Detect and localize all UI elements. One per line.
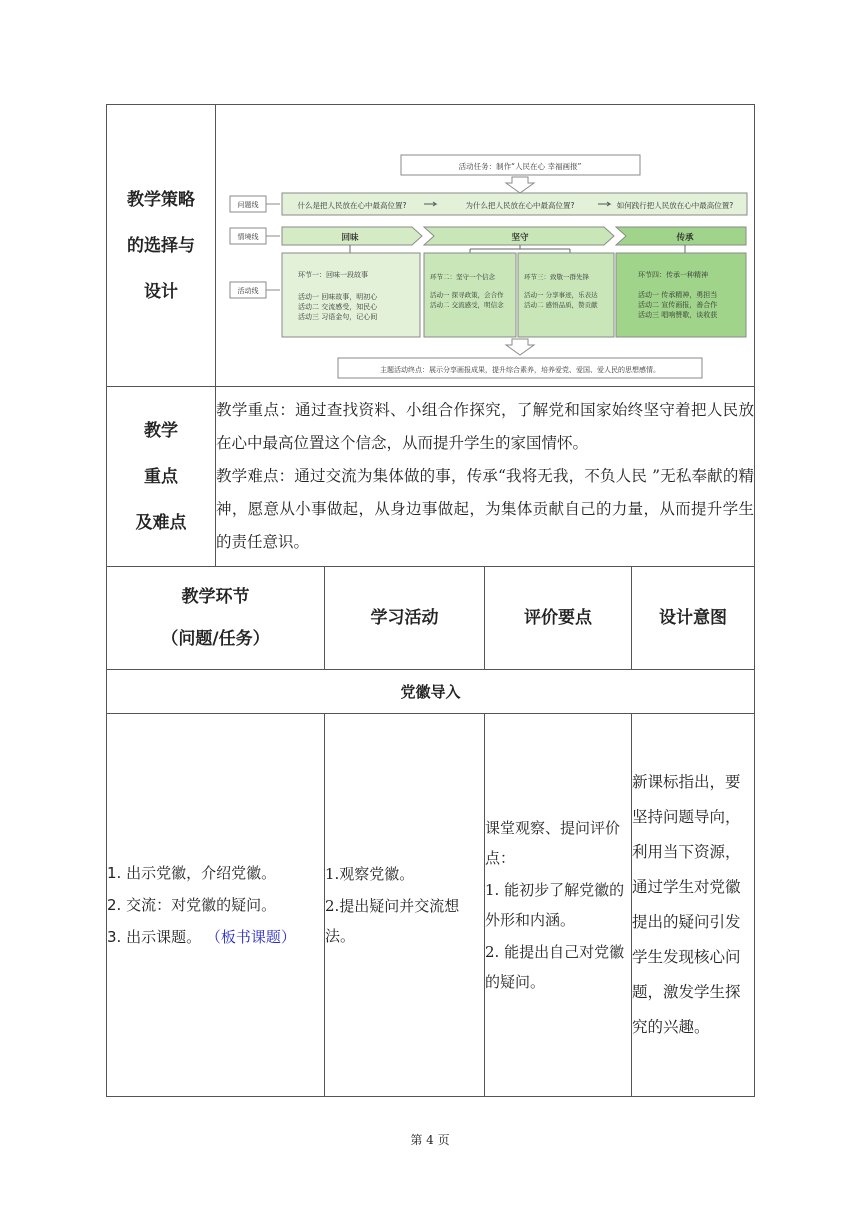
step-number: 1. — [107, 864, 122, 882]
key-points-label-line: 重点 — [144, 466, 178, 487]
evaluation-cell — [485, 714, 632, 1097]
session-connectors — [350, 245, 685, 253]
question-1: 什么是把人民放在心中最高位置? — [297, 200, 407, 210]
key-points-label-line: 及难点 — [135, 512, 187, 533]
key-points-label — [107, 387, 216, 567]
scene-1: 回味 — [341, 232, 359, 243]
lesson-plan-table — [106, 104, 755, 1097]
content-row — [107, 714, 755, 1097]
row-label-question: 问题线 — [237, 200, 259, 209]
step-number: 3. — [107, 928, 122, 946]
row-label-activity: 活动线 — [237, 286, 259, 295]
section-row — [107, 670, 755, 714]
page-number: 第 4 页 — [410, 1133, 450, 1147]
session-1-item: 活动二 交流感受，知民心 — [298, 302, 378, 311]
connector-lines — [266, 204, 280, 290]
scene-3: 传承 — [676, 232, 694, 243]
key-points-label-line: 教学 — [144, 420, 178, 441]
header-row — [107, 567, 755, 670]
strategy-label — [107, 105, 216, 387]
session-2-item: 活动一 探寻政策，会合作 — [430, 290, 504, 299]
activity-item: 2.提出疑问并交流想法。 — [325, 897, 460, 945]
session-4-item: 活动二 宣传画报，善合作 — [638, 300, 718, 309]
step-number: 2. — [107, 896, 122, 914]
evaluation-point: 1. 能初步了解党徽的外形和内涵。 — [485, 881, 625, 929]
board-note: （板书课题） — [205, 928, 296, 946]
key-points-text — [216, 387, 755, 567]
session-3-item: 活动二 感悟品质，赞贡献 — [524, 300, 598, 309]
steps-cell — [107, 714, 325, 1097]
key-points-row — [107, 387, 755, 567]
header-evaluation: 评价要点 — [485, 567, 632, 670]
session-2-title: 环节二：坚守一个信念 — [430, 272, 495, 281]
task-text: 活动任务：制作“人民在心 幸福画报” — [458, 161, 582, 171]
step-item — [107, 890, 324, 920]
row-label-scene: 情境线 — [237, 232, 259, 241]
strategy-label-line: 设计 — [144, 281, 178, 302]
evaluation-point: 2. 能提出自己对党徽的疑问。 — [485, 943, 625, 991]
teaching-difficulty: 教学难点：通过交流为集体做的事，传承“我将无我，不负人民 ”无私奉献的精神，愿意从小事做起，从身边事做起，为集体贡献自己的力量，从而提升学生的责任意识。 — [216, 467, 754, 551]
scene-2: 坚守 — [511, 232, 529, 243]
intent-cell: 新课标指出，要坚持问题导向，利用当下资源，通过学生对党徽提出的疑问引发学生发现核心问题，激发学生探究的兴趣。 — [632, 714, 755, 1097]
header-step — [107, 567, 325, 670]
activities-cell — [325, 714, 485, 1097]
session-4-item: 活动三 唱响赞歌，谈收获 — [638, 310, 718, 319]
endpoint-text: 主题活动终点：展示分享画报成果，提升综合素养，培养爱党、爱国、爱人民的思想感情。 — [380, 365, 660, 374]
session-1-item: 活动三 习语金句，记心间 — [298, 312, 378, 321]
arrow-down-icon — [506, 339, 534, 355]
step-text: 出示党徽，介绍党徽。 — [126, 864, 277, 882]
session-3-title: 环节三：致敬一群先锋 — [524, 272, 589, 281]
diagram-svg — [220, 111, 750, 381]
session-2-item: 活动二 交流感受，明信念 — [430, 300, 504, 309]
step-text: 出示课题。 — [126, 928, 202, 946]
session-4-title: 环节四：传承一种精神 — [638, 270, 708, 279]
question-2: 为什么把人民放在心中最高位置? — [465, 200, 575, 210]
header-intent: 设计意图 — [632, 567, 755, 670]
strategy-diagram — [220, 111, 750, 381]
header-step-line: 教学环节 — [181, 587, 250, 607]
strategy-label-line: 教学策略 — [127, 189, 195, 210]
strategy-label-line: 的选择与 — [127, 235, 195, 256]
step-item — [107, 922, 324, 952]
header-step-line: （问题/任务） — [161, 629, 270, 649]
header-activity: 学习活动 — [325, 567, 485, 670]
section-title: 党徽导入 — [107, 670, 755, 714]
evaluation-intro: 课堂观察、提问评价点： — [485, 819, 621, 867]
step-item — [107, 858, 324, 888]
question-3: 如何践行把人民放在心中最高位置? — [616, 200, 734, 210]
strategy-row — [107, 105, 755, 387]
session-1-item: 活动一 回味故事，明初心 — [298, 292, 378, 301]
teaching-focus: 教学重点：通过查找资料、小组合作探究，了解党和国家始终坚守着把人民放在心中最高位置这个信念，从而提升学生的家国情怀。 — [216, 401, 754, 452]
session-3-item: 活动一 分享事迹，乐表达 — [524, 290, 598, 299]
activity-item: 1.观察党徽。 — [325, 865, 415, 883]
session-1-title: 环节一：回味一段故事 — [298, 270, 368, 279]
strategy-diagram-cell — [216, 105, 755, 387]
step-text: 交流：对党徽的疑问。 — [126, 896, 277, 914]
arrow-down-icon — [506, 177, 534, 193]
session-4-item: 活动一 传承精神，勇担当 — [638, 290, 718, 299]
